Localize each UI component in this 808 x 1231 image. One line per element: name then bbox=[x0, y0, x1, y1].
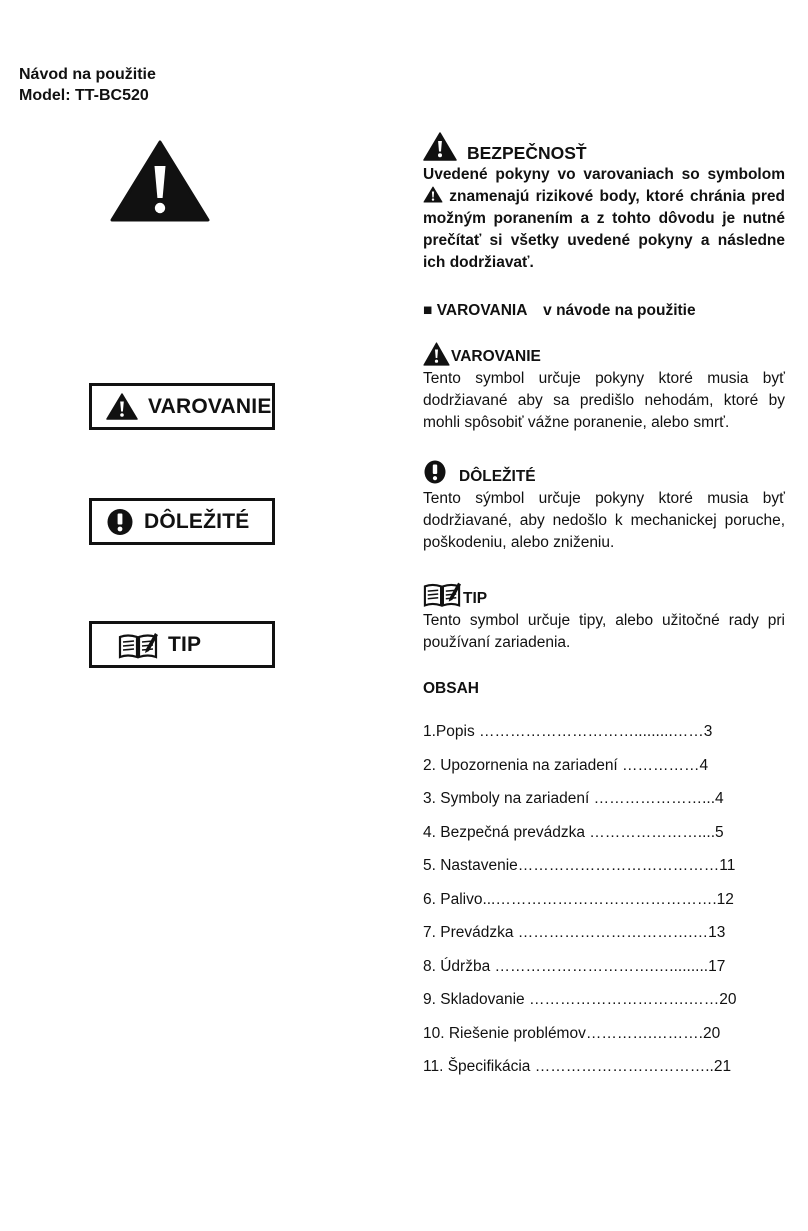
section-important bbox=[423, 456, 785, 554]
safety-intro bbox=[423, 164, 785, 274]
toc-item: 2. Upozornenia na zariadení ……………4 bbox=[423, 756, 709, 774]
section-important-title: DÔLEŽITÉ bbox=[459, 468, 536, 485]
section-tip-text: Tento symbol určuje tipy, alebo užitočné rady pri používaní zariadenia. bbox=[423, 612, 785, 651]
exclamation-circle-icon bbox=[106, 508, 134, 536]
toc-item: 4. Bezpečná prevádzka …………………....5 bbox=[423, 823, 724, 841]
warnings-heading bbox=[423, 300, 785, 322]
section-tip bbox=[423, 576, 785, 654]
warning-label-box bbox=[89, 383, 275, 430]
section-tip-title: TIP bbox=[463, 590, 488, 607]
section-tip-heading bbox=[423, 576, 785, 610]
toc-item: 1.Popis ………………………….........……3 bbox=[423, 723, 713, 740]
toc-item: 7. Prevádzka …………………………….…13 bbox=[423, 924, 726, 941]
warnings-heading-suffix: v návode na použitie bbox=[543, 302, 696, 319]
tip-label-text: TIP bbox=[168, 632, 202, 656]
exclamation-circle-icon bbox=[423, 460, 447, 484]
safety-intro-part1: Uvedené pokyny vo varovaniach so symbolom bbox=[423, 166, 785, 183]
important-label-box bbox=[89, 498, 275, 545]
manual-title: Návod na použitie bbox=[19, 66, 156, 83]
toc-item: 8. Údržba ………………………….….........17 bbox=[423, 957, 726, 975]
section-warning-title: VAROVANIE bbox=[451, 348, 541, 365]
important-label-text: DÔLEŽITÉ bbox=[144, 509, 250, 533]
safety-heading bbox=[423, 128, 785, 164]
tip-label-box bbox=[89, 621, 275, 668]
section-warning-heading bbox=[423, 340, 785, 368]
model-number: Model: TT-BC520 bbox=[19, 87, 149, 104]
section-important-heading bbox=[423, 456, 785, 488]
document-header bbox=[19, 64, 156, 106]
section-important-text: Tento sýmbol určuje pokyny ktoré musia byť dodržiavané, aby nedošlo k mechanickej poruche, poškodeniu, alebo zniženiu. bbox=[423, 490, 785, 551]
toc-item: 9. Skladovanie ………………………….……20 bbox=[423, 991, 737, 1008]
toc-item: 5. Nastavenie…………………………………11 bbox=[423, 857, 736, 874]
warning-triangle-icon bbox=[423, 186, 443, 203]
toc-title: OBSAH bbox=[423, 680, 479, 697]
warning-triangle-icon bbox=[110, 140, 210, 222]
book-pencil-icon bbox=[423, 580, 461, 608]
bullet: ■ bbox=[423, 302, 433, 319]
warnings-heading-label: VAROVANIA bbox=[436, 302, 527, 319]
safety-section bbox=[423, 128, 785, 274]
warning-triangle-icon bbox=[423, 342, 450, 366]
toc-item: 6. Palivo...…………………………………….12 bbox=[423, 890, 734, 908]
toc-item: 3. Symboly na zariadení …………………...4 bbox=[423, 790, 724, 807]
section-warning-text: Tento symbol určuje pokyny ktoré musia byť dodržiavané aby sa predišlo nehodám, ktoré by mohli spôsobiť vážne poranenie, alebo smrť. bbox=[423, 370, 785, 431]
warning-label-text: VAROVANIE bbox=[148, 394, 272, 418]
section-warning bbox=[423, 340, 785, 434]
warning-triangle-icon bbox=[423, 132, 457, 161]
safety-title: BEZPEČNOSŤ bbox=[467, 143, 587, 163]
warning-triangle-icon bbox=[106, 393, 138, 420]
safety-intro-part2: znamenajú rizikové body, ktoré chránia pred možným poranením a z tohto dôvodu je nutné prečítať si všetky uvedené pokyny a následne ich dodržiavať. bbox=[423, 188, 785, 271]
book-pencil-icon bbox=[118, 631, 158, 659]
toc-item: 11. Špecifikácia ……………………………..21 bbox=[423, 1058, 732, 1075]
toc-item: 10. Riešenie problémov………….……….20 bbox=[423, 1024, 721, 1042]
table-of-contents bbox=[423, 721, 737, 1090]
